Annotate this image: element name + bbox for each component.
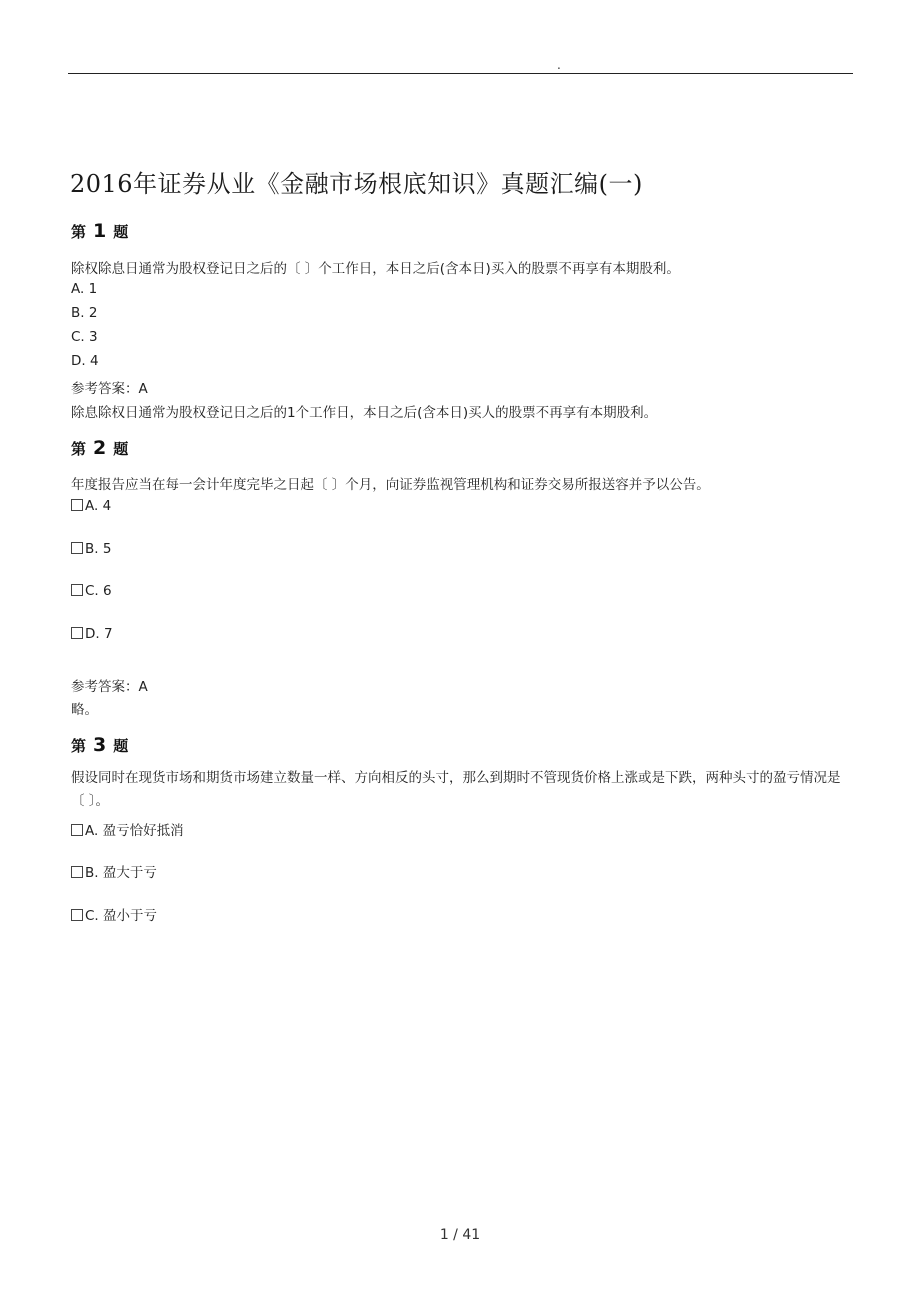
- header-rule: [68, 73, 853, 74]
- question-1-answer: 参考答案：A: [71, 381, 148, 397]
- question-2-explanation: 略。: [71, 702, 98, 718]
- question-1-option-b: B. 2: [71, 305, 98, 321]
- question-3-option-b-label: B. 盈大于亏: [85, 865, 157, 881]
- question-2-option-b[interactable]: [71, 541, 111, 557]
- question-2-stem: 年度报告应当在每一会计年度完毕之日起〔 〕个月，向证券监视管理机构和证券交易所报送容并予以公告。: [71, 477, 710, 493]
- question-1-option-d: D. 4: [71, 353, 99, 369]
- checkbox-icon[interactable]: [71, 499, 83, 511]
- question-1-option-c: C. 3: [71, 329, 98, 345]
- checkbox-icon[interactable]: [71, 584, 83, 596]
- question-3-option-c-label: C. 盈小于亏: [85, 908, 158, 924]
- question-3-option-a[interactable]: [71, 819, 184, 839]
- question-3-option-b[interactable]: [71, 861, 157, 881]
- question-1-heading: [71, 220, 128, 242]
- question-1-explanation: 除息除权日通常为股权登记日之后的1个工作日，本日之后(含本日)买人的股票不再享有本期股利。: [71, 405, 658, 421]
- question-2-prefix: 第: [71, 440, 87, 458]
- question-2-option-c[interactable]: [71, 583, 112, 599]
- question-2-heading: [71, 437, 128, 459]
- question-2-option-d-label: D. 7: [85, 626, 113, 642]
- question-3-option-c[interactable]: [71, 904, 157, 924]
- question-1-stem: 除权除息日通常为股权登记日之后的〔 〕个工作日，本日之后(含本日)买入的股票不再享有本期股利。: [71, 261, 680, 277]
- question-2-option-a-label: A. 4: [85, 498, 112, 514]
- question-1-number: 1: [93, 220, 107, 242]
- question-2-option-d[interactable]: [71, 626, 113, 642]
- header-mark: .: [557, 58, 561, 72]
- question-2-number: 2: [93, 437, 107, 459]
- checkbox-icon[interactable]: [71, 866, 83, 878]
- question-2-option-a[interactable]: [71, 498, 111, 514]
- page-number: 1 / 41: [439, 1227, 481, 1243]
- question-3-option-a-label: A. 盈亏恰好抵消: [85, 823, 184, 839]
- question-3-heading: [71, 734, 128, 756]
- question-3-suffix: 题: [113, 737, 129, 755]
- checkbox-icon[interactable]: [71, 824, 83, 836]
- question-2-option-b-label: B. 5: [85, 541, 112, 557]
- question-2-answer: 参考答案：A: [71, 679, 148, 695]
- document-title: 2016年证券从业《金融市场根底知识》真题汇编(一): [70, 170, 643, 198]
- question-2-suffix: 题: [113, 440, 129, 458]
- question-1-prefix: 第: [71, 223, 87, 241]
- question-1-suffix: 题: [113, 223, 129, 241]
- checkbox-icon[interactable]: [71, 542, 83, 554]
- checkbox-icon[interactable]: [71, 909, 83, 921]
- question-1-option-a: A. 1: [71, 281, 98, 297]
- question-3-stem: 假设同时在现货市场和期货市场建立数量一样、方向相反的头寸，那么到期时不管现货价格上涨或是下跌，两种头寸的盈亏情况是〔 〕。: [71, 770, 841, 809]
- question-2-option-c-label: C. 6: [85, 583, 112, 599]
- question-3-prefix: 第: [71, 737, 87, 755]
- checkbox-icon[interactable]: [71, 627, 83, 639]
- question-3-number: 3: [93, 734, 107, 756]
